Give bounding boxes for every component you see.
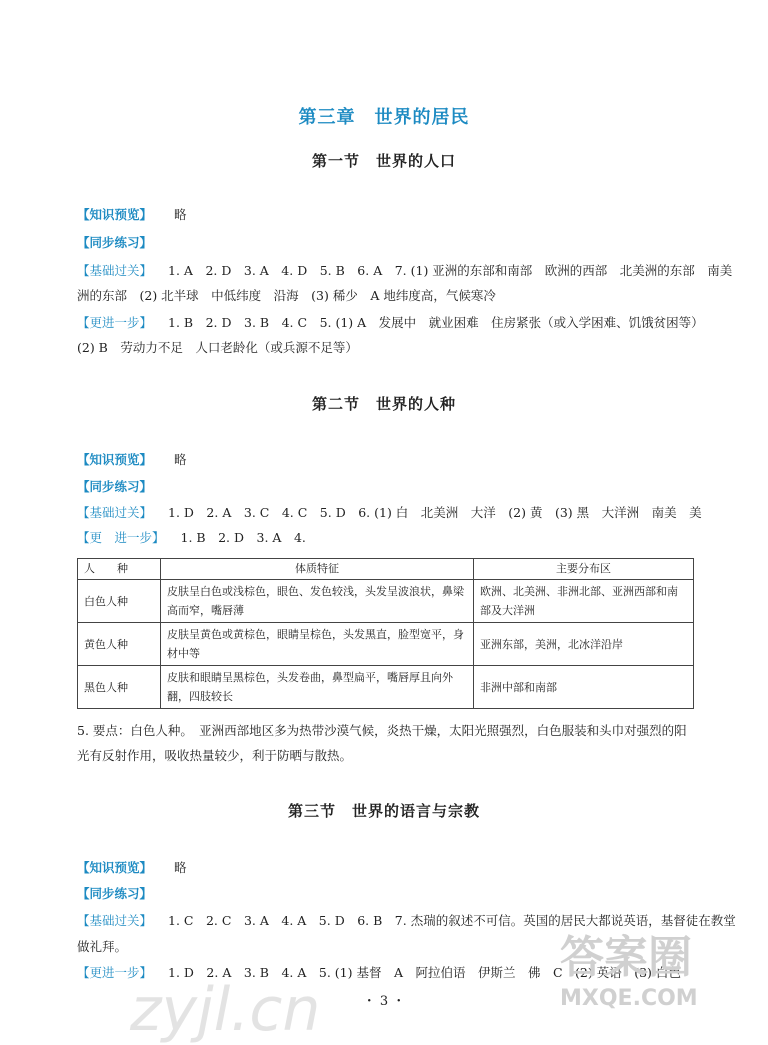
further-label: 【更进一步】 [77, 965, 153, 980]
knowledge-preview-text: 略 [174, 207, 187, 222]
further-answers: 1. B 2. D 3. A 4. [180, 530, 306, 545]
section-3-basic-line2: 做礼拜。 [77, 939, 128, 954]
section-3-basic-line1 [77, 913, 736, 929]
knowledge-preview-label: 【知识预览】 [77, 452, 153, 467]
basic-label: 【基础过关】 [77, 913, 153, 928]
table-cell-distribution: 欧洲、北美洲、非洲北部、亚洲西部和南部及大洋洲 [474, 580, 694, 623]
table-cell-distribution: 亚洲东部，美洲，北冰洋沿岸 [474, 623, 694, 666]
basic-answers: 1. D 2. A 3. C 4. C 5. D 6. (1) 白 北美洲 大洋 (2) 黄 (3) 黑 大洋洲 南美 美 [168, 505, 702, 520]
sync-practice-label: 【同步练习】 [77, 235, 153, 250]
table-row [78, 623, 694, 666]
table-cell-race: 黑色人种 [78, 666, 161, 709]
section-1-basic-line2: 洲的东部 (2) 北半球 中低纬度 沿海 (3) 稀少 A 地纬度高，气候寒冷 [77, 288, 496, 303]
section-1-sync-practice [77, 235, 170, 251]
race-table [77, 558, 694, 709]
table-row [78, 580, 694, 623]
basic-answers: 1. A 2. D 3. A 4. D 5. B 6. A 7. (1) 亚洲的东部和南部 欧洲的西部 北美洲的东部 南美 [168, 263, 733, 278]
chapter-title: 第三章 世界的居民 [298, 107, 470, 128]
section-1-further-line2: (2) B 劳动力不足 人口老龄化（或兵源不足等） [77, 340, 358, 355]
basic-answers: 1. C 2. C 3. A 4. A 5. D 6. B 7. 杰瑞的叙述不可信。英国的居民大都说英语，基督徒在教堂 [168, 913, 736, 928]
further-answers: 1. D 2. A 3. B 4. A 5. (1) 基督 A 阿拉伯语 伊斯兰 佛 C (2) 英语 (3) 白色 [168, 965, 681, 980]
further-answers: 1. B 2. D 3. B 4. C 5. (1) A 发展中 就业困难 住房紧张（或入学困难、饥饿贫困等） [168, 315, 704, 330]
page-number: ・ 3 ・ [362, 994, 406, 1009]
table-cell-traits: 皮肤呈白色或浅棕色，眼色、发色较浅，头发呈波浪状，鼻梁高而窄，嘴唇薄 [161, 580, 474, 623]
section-3-knowledge-preview [77, 860, 187, 876]
table-header-distribution: 主要分布区 [474, 559, 694, 580]
table-cell-race: 白色人种 [78, 580, 161, 623]
table-cell-race: 黄色人种 [78, 623, 161, 666]
sync-practice-label: 【同步练习】 [77, 479, 153, 494]
table-cell-traits: 皮肤和眼睛呈黑棕色，头发卷曲，鼻型扁平，嘴唇厚且向外翻，四肢较长 [161, 666, 474, 709]
watermark-zyjl: zyjl.cn [130, 975, 321, 1045]
basic-label: 【基础过关】 [77, 505, 153, 520]
section-1-basic-line1 [77, 263, 732, 279]
table-header-row [78, 559, 694, 580]
basic-label: 【基础过关】 [77, 263, 153, 278]
section-1-title: 第一节 世界的人口 [311, 152, 456, 170]
knowledge-preview-text: 略 [174, 860, 187, 875]
watermark-mxqe-top: 答案圈 [560, 932, 692, 983]
section-2-knowledge-preview [77, 452, 187, 468]
sync-practice-label: 【同步练习】 [77, 886, 153, 901]
watermark-mxqe-bottom: MXQE.COM [560, 986, 698, 1011]
section-2-answer-note: 5. 要点：白色人种。 亚洲西部地区多为热带沙漠气候，炎热干燥，太阳光照强烈，白色服装和头巾对强烈的阳光有反射作用，吸收热量较少，利于防晒与散热。 [77, 723, 687, 763]
knowledge-preview-label: 【知识预览】 [77, 860, 153, 875]
watermark-mxqe [560, 930, 760, 1030]
table-header-traits: 体质特征 [161, 559, 474, 580]
section-3-title: 第三节 世界的语言与宗教 [287, 802, 480, 820]
section-2-sync-practice [77, 479, 170, 495]
section-2-basic-line1 [77, 505, 702, 521]
section-3-sync-practice [77, 886, 170, 902]
section-2-title: 第二节 世界的人种 [311, 395, 456, 413]
table-row [78, 666, 694, 709]
further-label: 【更 进一步】 [77, 530, 165, 545]
section-2-further-line1 [77, 530, 306, 546]
table-cell-distribution: 非洲中部和南部 [474, 666, 694, 709]
section-1-knowledge-preview [77, 207, 187, 223]
further-label: 【更进一步】 [77, 315, 153, 330]
knowledge-preview-text: 略 [174, 452, 187, 467]
section-1-further-line1 [77, 315, 704, 331]
table-cell-traits: 皮肤呈黄色或黄棕色，眼睛呈棕色，头发黑直，脸型宽平，身材中等 [161, 623, 474, 666]
table-header-race: 人 种 [78, 559, 161, 580]
knowledge-preview-label: 【知识预览】 [77, 207, 153, 222]
